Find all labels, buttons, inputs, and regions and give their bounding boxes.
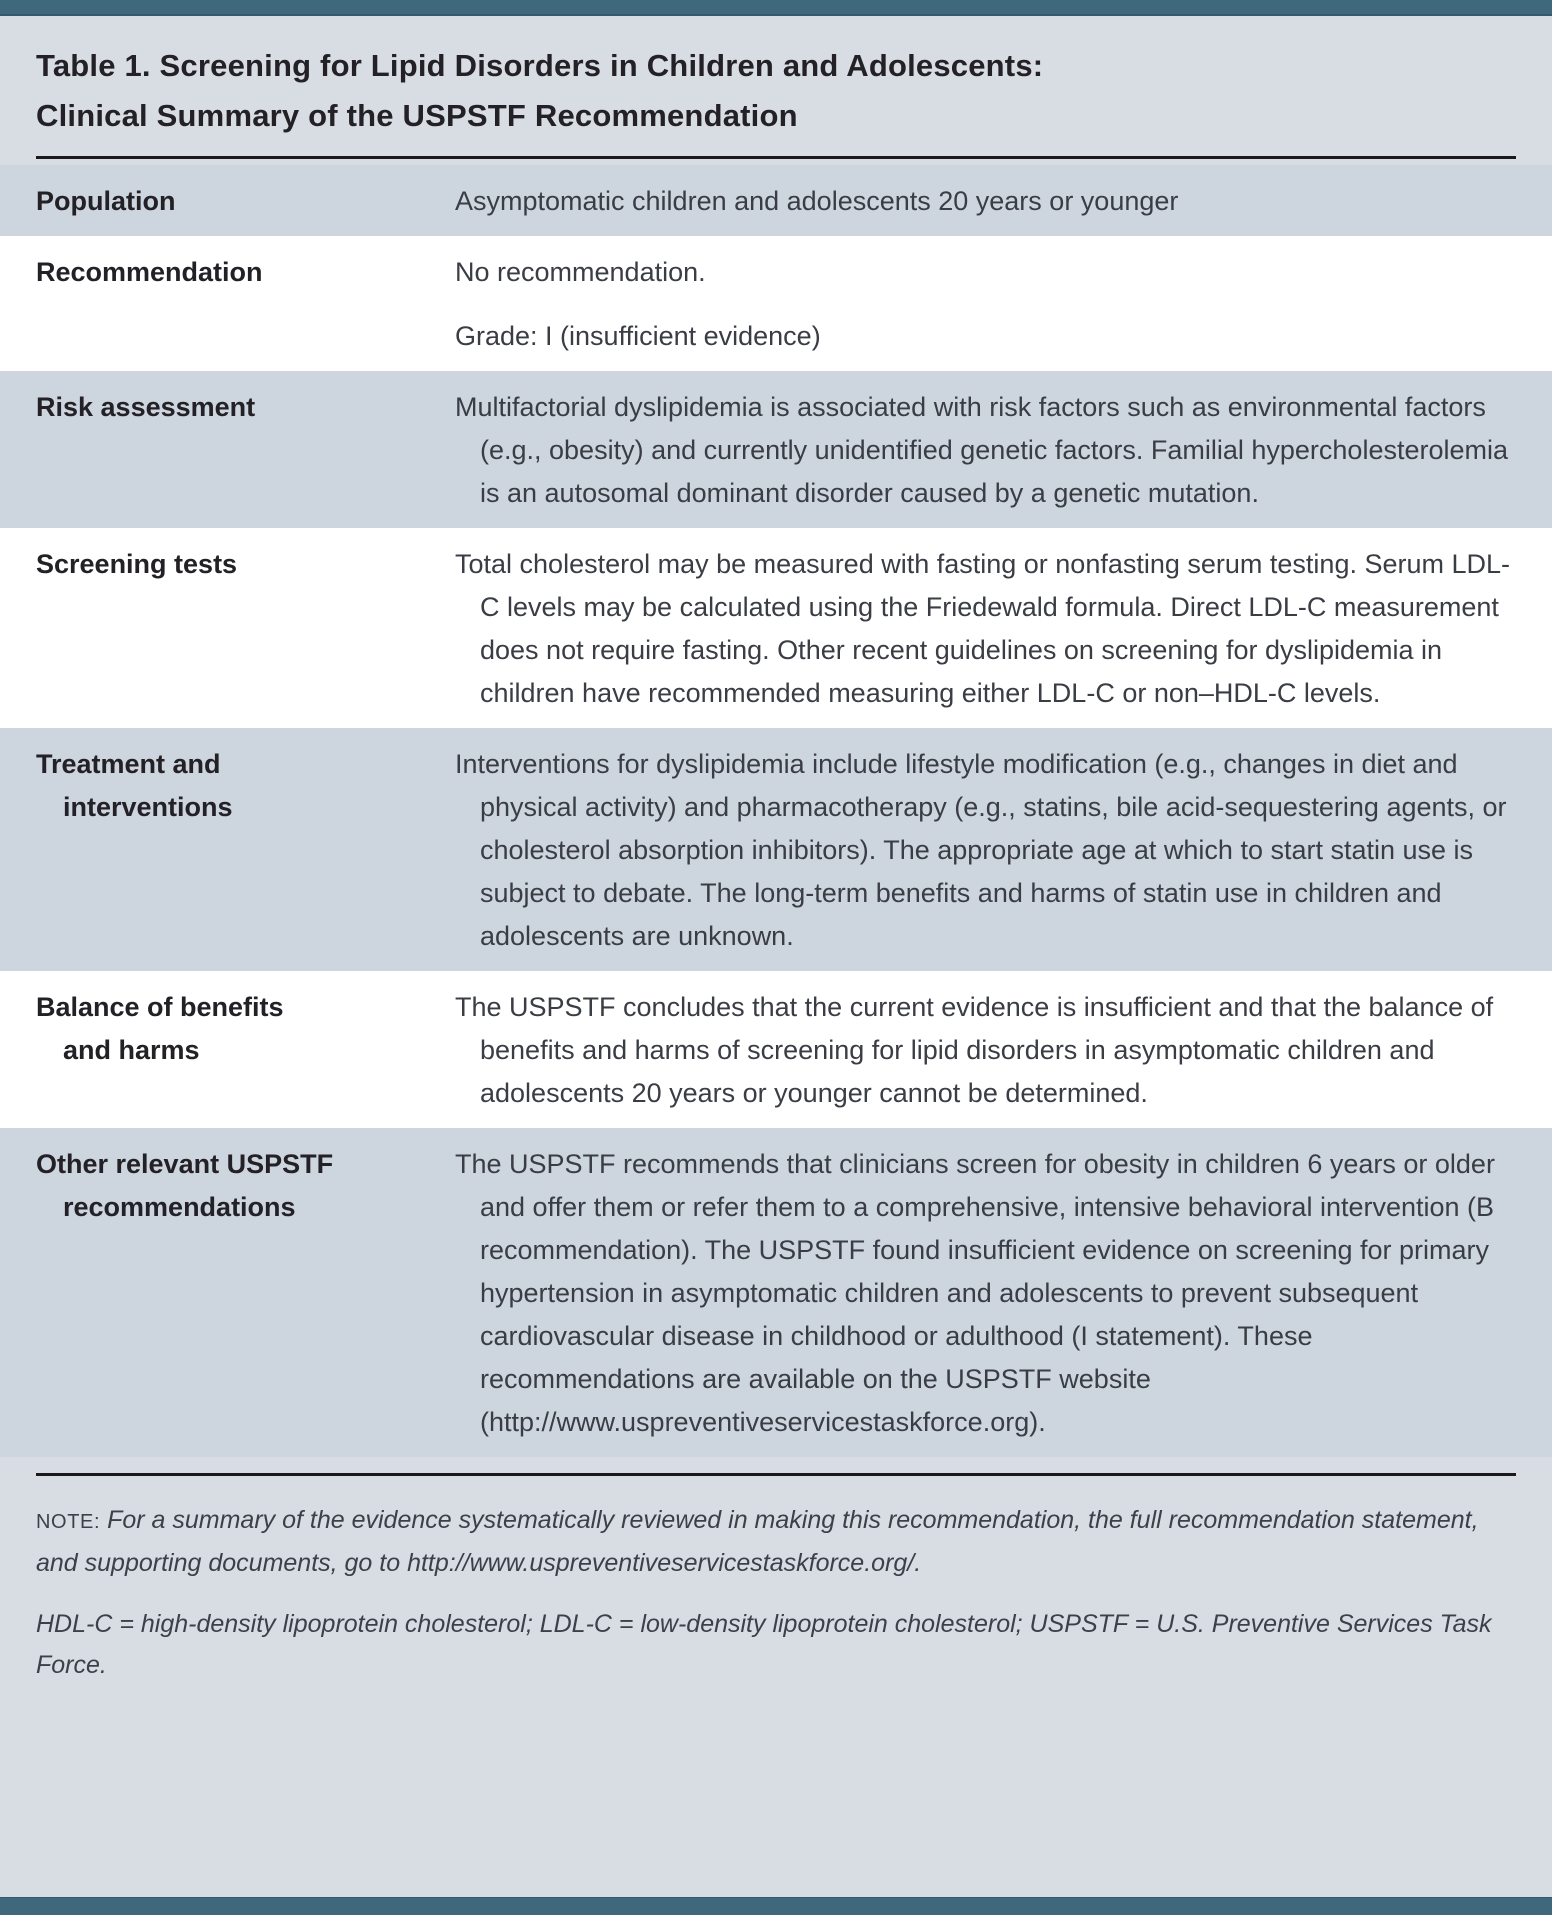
row-text: No recommendation. (455, 257, 706, 287)
row-treatment-interventions (0, 728, 1552, 971)
table-body (0, 165, 1552, 1457)
row-text: Grade: I (insufficient evidence) (455, 321, 821, 351)
row-risk-assessment (0, 371, 1552, 528)
row-content (420, 543, 1552, 715)
row-balance-benefits-harms (0, 971, 1552, 1128)
table-title (36, 41, 1516, 141)
table-title-line1: Table 1. Screening for Lipid Disorders in Children and Adolescents: (36, 48, 1044, 83)
row-content (420, 1143, 1552, 1444)
row-label (0, 386, 420, 515)
row-label-line2: interventions (63, 792, 233, 822)
table-title-line2: Clinical Summary of the USPSTF Recommendation (36, 98, 798, 133)
row-text: Interventions for dyslipidemia include lifestyle modification (e.g., changes in diet and physical activity) and pharmacotherapy (e.g., statins, bile acid-sequestering agents, or cholesterol absorption inhibitors). The appropriate age at which to start statin use is subject to debate. The long-term benefits and harms of statin use in children and adolescents are unknown. (455, 749, 1507, 951)
table-header (0, 16, 1552, 159)
row-other-recommendations (0, 1128, 1552, 1457)
row-text: Asymptomatic children and adolescents 20 years or younger (455, 186, 1179, 216)
row-content (420, 251, 1552, 358)
row-label (0, 986, 420, 1115)
top-accent-bar (0, 0, 1552, 16)
footer-rule (36, 1473, 1516, 1476)
bottom-accent-bar (0, 1897, 1552, 1915)
row-label (0, 251, 420, 358)
row-text: The USPSTF concludes that the current evidence is insufficient and that the balance of benefits and harms of screening for lipid disorders in asymptomatic children and adolescents 20 years or younger cannot be determined. (455, 992, 1494, 1108)
row-text: The USPSTF recommends that clinicians screen for obesity in children 6 years or older and offer them or refer them to a comprehensive, intensive behavioral intervention (B recommendation). The USPSTF found insufficient evidence on screening for primary hypertension in asymptomatic children and adolescents to prevent subsequent cardiovascular disease in childhood or adulthood (I statement). These recommendations are available on the USPSTF website (http://www.uspreventiveservicestaskforce.org). (455, 1149, 1495, 1437)
row-screening-tests (0, 528, 1552, 728)
row-label-line1: Balance of benefits (36, 992, 284, 1022)
row-label (0, 1143, 420, 1444)
note-paragraph (36, 1500, 1516, 1584)
row-label-line1: Population (36, 186, 176, 216)
header-rule (36, 156, 1516, 159)
row-label-line1: Recommendation (36, 257, 263, 287)
row-label-line2: and harms (63, 1035, 200, 1065)
row-label (0, 180, 420, 223)
row-label-line2: recommendations (63, 1192, 296, 1222)
row-label-line1: Treatment and (36, 749, 221, 779)
row-label-line1: Other relevant USPSTF (36, 1149, 334, 1179)
row-label-line1: Screening tests (36, 549, 238, 579)
row-content (420, 386, 1552, 515)
row-content (420, 986, 1552, 1115)
note-label: NOTE: (36, 1511, 101, 1533)
row-label (0, 743, 420, 958)
row-text: Total cholesterol may be measured with fasting or nonfasting serum testing. Serum LDL-C levels may be calculated using the Friedewald formula. Direct LDL-C measurement does not require fasting. Other recent guidelines on screening for dyslipidemia in children have recommended measuring either LDL-C or non–HDL-C levels. (455, 549, 1511, 708)
note-text: For a summary of the evidence systematically reviewed in making this recommendation, the full recommendation statement, and supporting documents, go to http://www.uspreventiveservicestaskforce.org/. (36, 1506, 1479, 1577)
row-label-line1: Risk assessment (36, 392, 256, 422)
row-content (420, 743, 1552, 958)
row-text: Multifactorial dyslipidemia is associated with risk factors such as environmental factors (e.g., obesity) and currently unidentified genetic factors. Familial hypercholesterolemia is an autosomal dominant disorder caused by a genetic mutation. (455, 392, 1509, 508)
abbreviations-text: HDL-C = high-density lipoprotein cholesterol; LDL-C = low-density lipoprotein cholesterol; USPSTF = U.S. Preventive Services Task Force. (36, 1610, 1492, 1679)
row-population (0, 165, 1552, 236)
row-label (0, 543, 420, 715)
row-content (420, 180, 1552, 223)
table-footnotes (0, 1500, 1552, 1686)
row-recommendation (0, 236, 1552, 371)
